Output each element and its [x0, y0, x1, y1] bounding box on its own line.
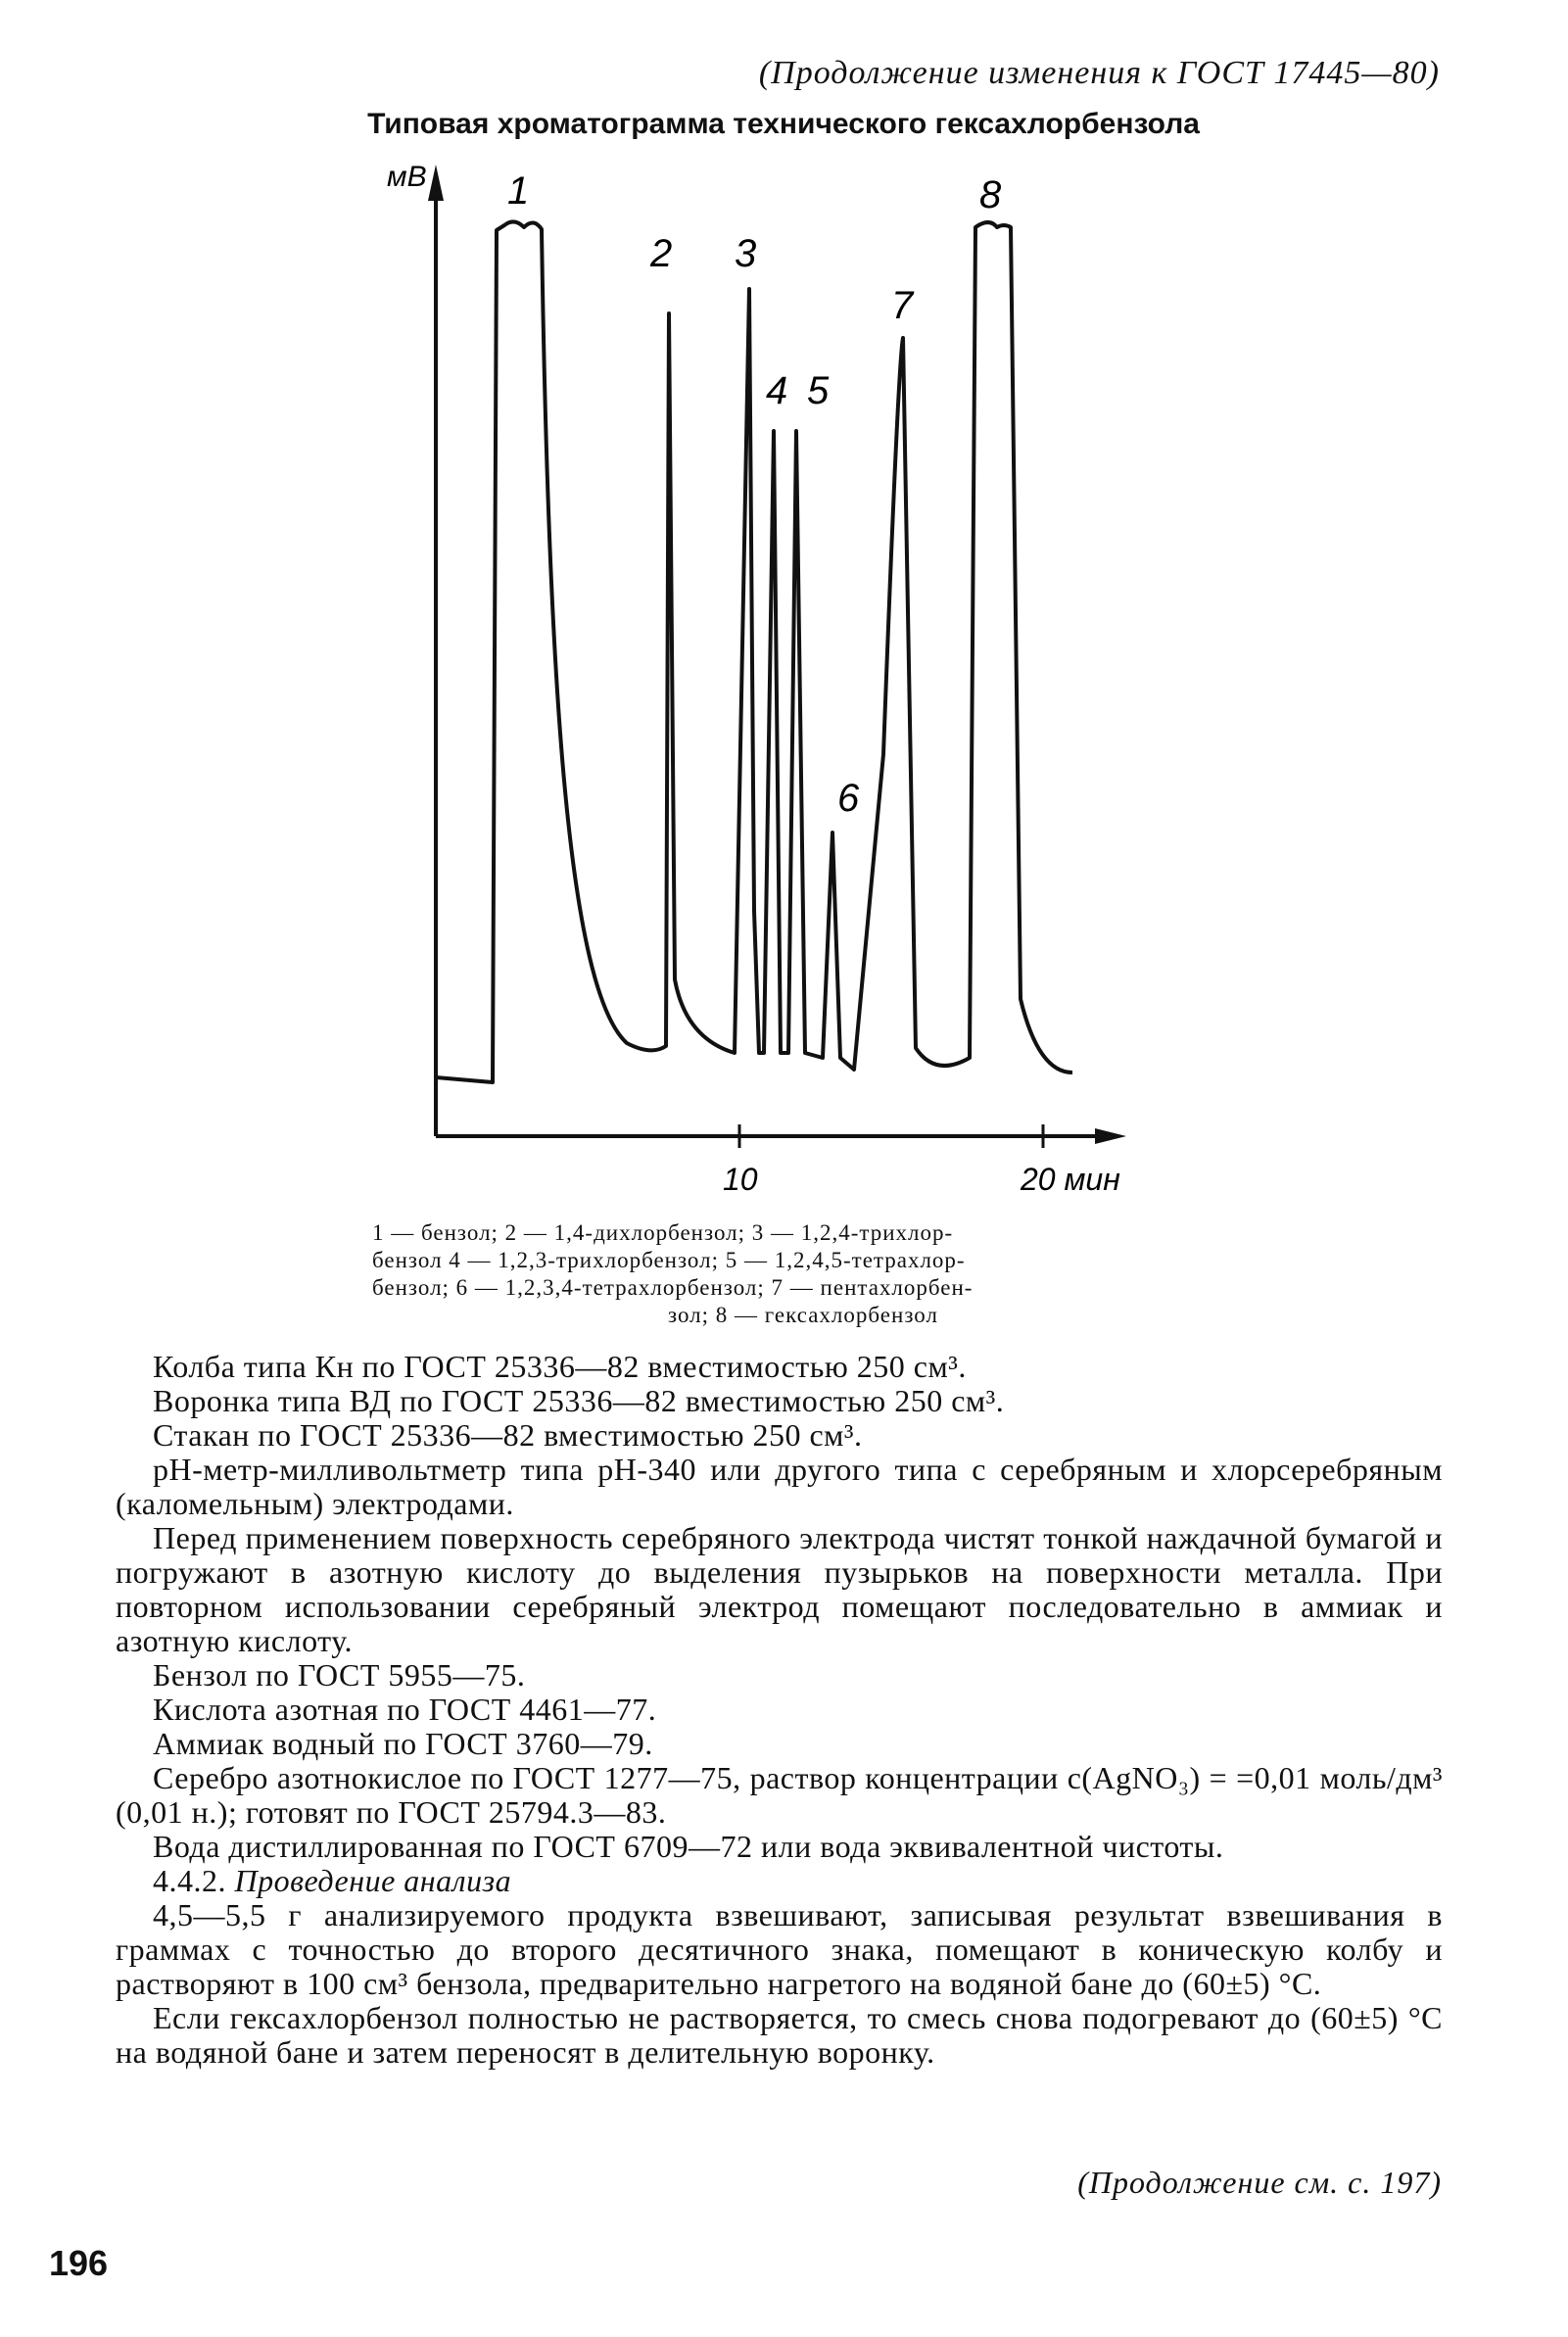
x-tick-label-20: 20 мин	[1021, 1162, 1120, 1197]
paragraph: Стакан по ГОСТ 25336—82 вместимостью 250 см³.	[153, 1417, 863, 1453]
section-number: 4.4.2.	[153, 1863, 226, 1898]
paragraph: Колба типа Кн по ГОСТ 25336—82 вместимостью 250 см³.	[153, 1349, 967, 1384]
paragraph: Аммиак водный по ГОСТ 3760—79.	[153, 1726, 653, 1761]
paragraph: Воронка типа ВД по ГОСТ 25336—82 вместимостью 250 см³.	[153, 1383, 1005, 1418]
peak-label-1: 1	[507, 169, 530, 213]
peak-label-7: 7	[891, 284, 914, 327]
continuation-header: (Продолжение изменения к ГОСТ 17445—80)	[758, 55, 1440, 91]
peak-label-3: 3	[735, 232, 757, 275]
caption-line: зол; 8 — гексахлорбензол	[668, 1303, 938, 1327]
paragraph: 4,5—5,5 г анализируемого продукта взвешивают, записывая результат взвешивания в граммах с точностью до второго десятичного знака, помещают в коническую колбу и растворяют в 100 см³ бензола, предварительно нагретого на водяной бане до (60±5) °С.	[116, 1897, 1443, 2001]
peak-label-8: 8	[979, 173, 1002, 216]
caption-line: 1 — бензол; 2 — 1,4-дихлорбензол; 3 — 1,2,4-трихлор-	[372, 1220, 954, 1245]
peak-label-6: 6	[837, 777, 860, 820]
x-tick-label-10: 10	[723, 1162, 758, 1197]
figure-title: Типовая хроматограмма технического гексахлорбензола	[367, 108, 1200, 140]
continuation-footer: (Продолжение см. с. 197)	[1077, 2165, 1442, 2200]
paragraph: Бензол по ГОСТ 5955—75.	[153, 1657, 526, 1693]
chromatogram-trace	[436, 221, 1072, 1082]
figure-caption	[372, 1219, 1234, 1329]
caption-line: бензол 4 — 1,2,3-трихлорбензол; 5 — 1,2,4,5-тетрахлор-	[372, 1248, 966, 1272]
x-axis-arrow	[1095, 1128, 1126, 1144]
page-number: 196	[49, 2243, 109, 2283]
paragraph: Перед применением поверхность серебряного электрода чистят тонкой наждачной бумагой и погружают в азотную кислоту до выделения пузырьков на поверхности металла. При повторном использовании серебряный электрод помещают последовательно в аммиак и азотную кислоту.	[116, 1520, 1443, 1658]
paragraph: Кислота азотная по ГОСТ 4461—77.	[153, 1692, 657, 1727]
paragraph: рН-метр-милливольтметр типа рН-340 или другого типа с серебряным и хлорсеребряным (каломельным) электродами.	[116, 1452, 1443, 1521]
section-title: Проведение анализа	[234, 1863, 512, 1898]
peak-label-4: 4	[766, 369, 788, 412]
peak-label-2: 2	[650, 232, 673, 275]
caption-line: бензол; 6 — 1,2,3,4-тетрахлорбензол; 7 — пентахлорбен-	[372, 1275, 974, 1300]
y-axis-label: мВ	[387, 161, 427, 193]
paragraph: Если гексахлорбензол полностью не растворяется, то смесь снова подогревают до (60±5) °С на водяной бане и затем переносят в делительную воронку.	[116, 2000, 1443, 2070]
section-heading	[116, 1864, 1443, 1898]
body-text	[116, 1350, 1443, 2070]
y-axis-arrow	[428, 165, 444, 201]
paragraph: Серебро азотнокислое по ГОСТ 1277—75, раствор концентрации с(AgNO₃) = =0,01 моль/дм³ (0,01 н.); готовят по ГОСТ 25794.3—83.	[116, 1760, 1443, 1830]
peak-label-5: 5	[807, 369, 830, 412]
paragraph: Вода дистиллированная по ГОСТ 6709—72 или вода эквивалентной чистоты.	[153, 1829, 1224, 1864]
